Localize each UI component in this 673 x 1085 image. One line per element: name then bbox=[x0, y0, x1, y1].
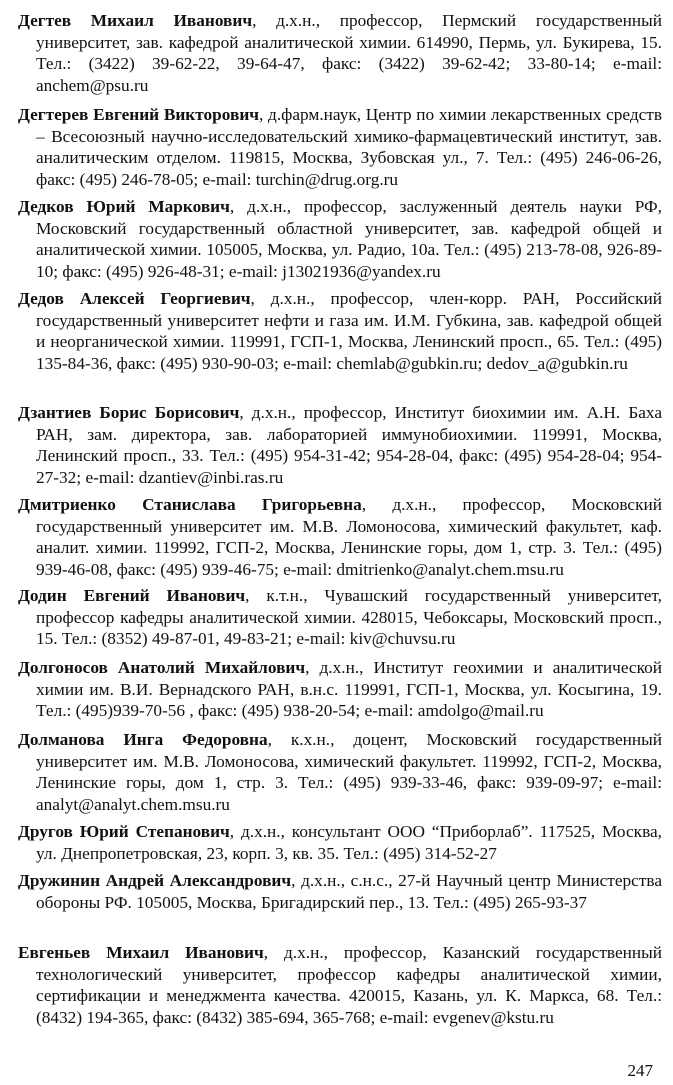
entry-name: Другов Юрий Степанович bbox=[18, 822, 230, 841]
directory-entry bbox=[18, 494, 662, 580]
entry-details: , к.т.н., Чувашский государственный университет, профессор кафедры аналитической химии. 428015, Чебоксары, Московский просп., 15. Тел.: (8352) 49-87-01, 49-83-21; e-mail: kiv@chuvsu.ru bbox=[36, 586, 662, 648]
directory-entry bbox=[18, 870, 662, 913]
entry-name: Дмитриенко Станислава Григорьевна bbox=[18, 495, 362, 514]
entry-details: , д.х.н., профессор, Пермский государственный университет, зав. кафедрой аналитической химии. 614990, Пермь, ул. Букирева, 15. Тел.: (3422) 39-62-22, 39-64-47, факс: (3422) 39-62-42; 33-80-14; e-mail: anchem@psu.ru bbox=[36, 11, 662, 95]
directory-entry bbox=[18, 196, 662, 282]
directory-entry bbox=[18, 821, 662, 864]
directory-entry bbox=[18, 104, 662, 190]
directory-entry bbox=[18, 288, 662, 374]
entry-name: Дедов Алексей Георгиевич bbox=[18, 289, 251, 308]
entry-details: , д.х.н., профессор, Московский государственный университет им. М.В. Ломоносова, химический факультет, каф. аналит. химии. 119992, ГСП-2, Москва, Ленинские горы, дом 1, стр. 3. Тел.: (495) 939-46-08, факс: (495) 939-46-75; e-mail: dmitrienko@analyt.chem.msu.ru bbox=[36, 495, 662, 579]
directory-entry bbox=[18, 10, 662, 96]
entry-name: Дедков Юрий Маркович bbox=[18, 197, 230, 216]
entry-details: , д.фарм.наук, Центр по химии лекарственных средств – Всесоюзный научно-исследовательский химико-фармацевтический институт, зав. аналитическим отделом. 119815, Москва, Зубовская ул., 7. Тел.: (495) 246-06-26, факс: (495) 246-78-05; e-mail: turchin@drug.org.ru bbox=[36, 105, 662, 189]
directory-entry bbox=[18, 729, 662, 815]
entry-name: Дзантиев Борис Борисович bbox=[18, 403, 240, 422]
entry-details: , д.х.н., профессор, заслуженный деятель науки РФ, Московский государственный областной университет, зав. кафедрой общей и аналитической химии. 105005, Москва, ул. Радио, 10а. Тел.: (495) 213-78-08, 926-89-10; факс: (495) 926-48-31; e-mail: j13021936@yandex.ru bbox=[36, 197, 662, 281]
entry-name: Евгеньев Михаил Иванович bbox=[18, 943, 264, 962]
entry-name: Додин Евгений Иванович bbox=[18, 586, 246, 605]
directory-entry bbox=[18, 585, 662, 650]
entry-name: Дружинин Андрей Александрович bbox=[18, 871, 292, 890]
directory-entry bbox=[18, 657, 662, 722]
entry-details: , д.х.н., профессор, Институт биохимии им. А.Н. Баха РАН, зам. директора, зав. лабораторией иммунобиохимии. 119991, Москва, Ленинский просп., 33. Тел.: (495) 954-31-42; 954-28-04, факс: (495) 954-28-04; 954-27-32; e-mail: dzantiev@inbi.ras.ru bbox=[36, 403, 662, 487]
entry-name: Долманова Инга Федоровна bbox=[18, 730, 268, 749]
entry-details: , д.х.н., профессор, Казанский государственный технологический университет, профессор кафедры аналитической химии, сертификации и менеджмента качества. 420015, Казань, ул. К. Маркса, 68. Тел.: (8432) 194-365, факс: (8432) 385-694, 365-768; e-mail: evgenev@kstu.ru bbox=[36, 943, 662, 1027]
directory-entry bbox=[18, 942, 662, 1028]
entry-details: , д.х.н., Институт геохимии и аналитической химии им. В.И. Вернадского РАН, в.н.с. 119991, ГСП-1, Москва, ул. Косыгина, 19. Тел.: (495)939-70-56 , факс: (495) 938-20-54; e-mail: amdolgo@mail.ru bbox=[36, 658, 662, 720]
entry-name: Дегтерев Евгений Викторович bbox=[18, 105, 260, 124]
page-number: 247 bbox=[627, 1061, 653, 1080]
entry-details: , д.х.н., профессор, член-корр. РАН, Российский государственный университет нефти и газа им. И.М. Губкина, зав. кафедрой общей и неорганической химии. 119991, ГСП-1, Москва, Ленинский просп., 65. Тел.: (495) 135-84-36, факс: (495) 930-90-03; e-mail: chemlab@gubkin.ru; dedov_a@gubkin.ru bbox=[36, 289, 662, 373]
entry-details: , д.х.н., консультант ООО “Приборлаб”. 117525, Москва, ул. Днепропетровская, 23, корп. 3, кв. 35. Тел.: (495) 314-52-27 bbox=[36, 822, 662, 863]
entry-name: Дегтев Михаил Иванович bbox=[18, 11, 253, 30]
entry-details: , д.х.н., с.н.с., 27-й Научный центр Министерства обороны РФ. 105005, Москва, Бригадирский пер., 13. Тел.: (495) 265-93-37 bbox=[36, 871, 662, 912]
entry-name: Долгоносов Анатолий Михайлович bbox=[18, 658, 306, 677]
directory-entry bbox=[18, 402, 662, 488]
entry-details: , к.х.н., доцент, Московский государственный университет им. М.В. Ломоносова, химический факультет. 119992, ГСП-2, Москва, Ленинские горы, дом 1, стр. 3. Тел.: (495) 939-33-46, факс: 939-09-97; e-mail: analyt@analyt.chem.msu.ru bbox=[36, 730, 662, 814]
